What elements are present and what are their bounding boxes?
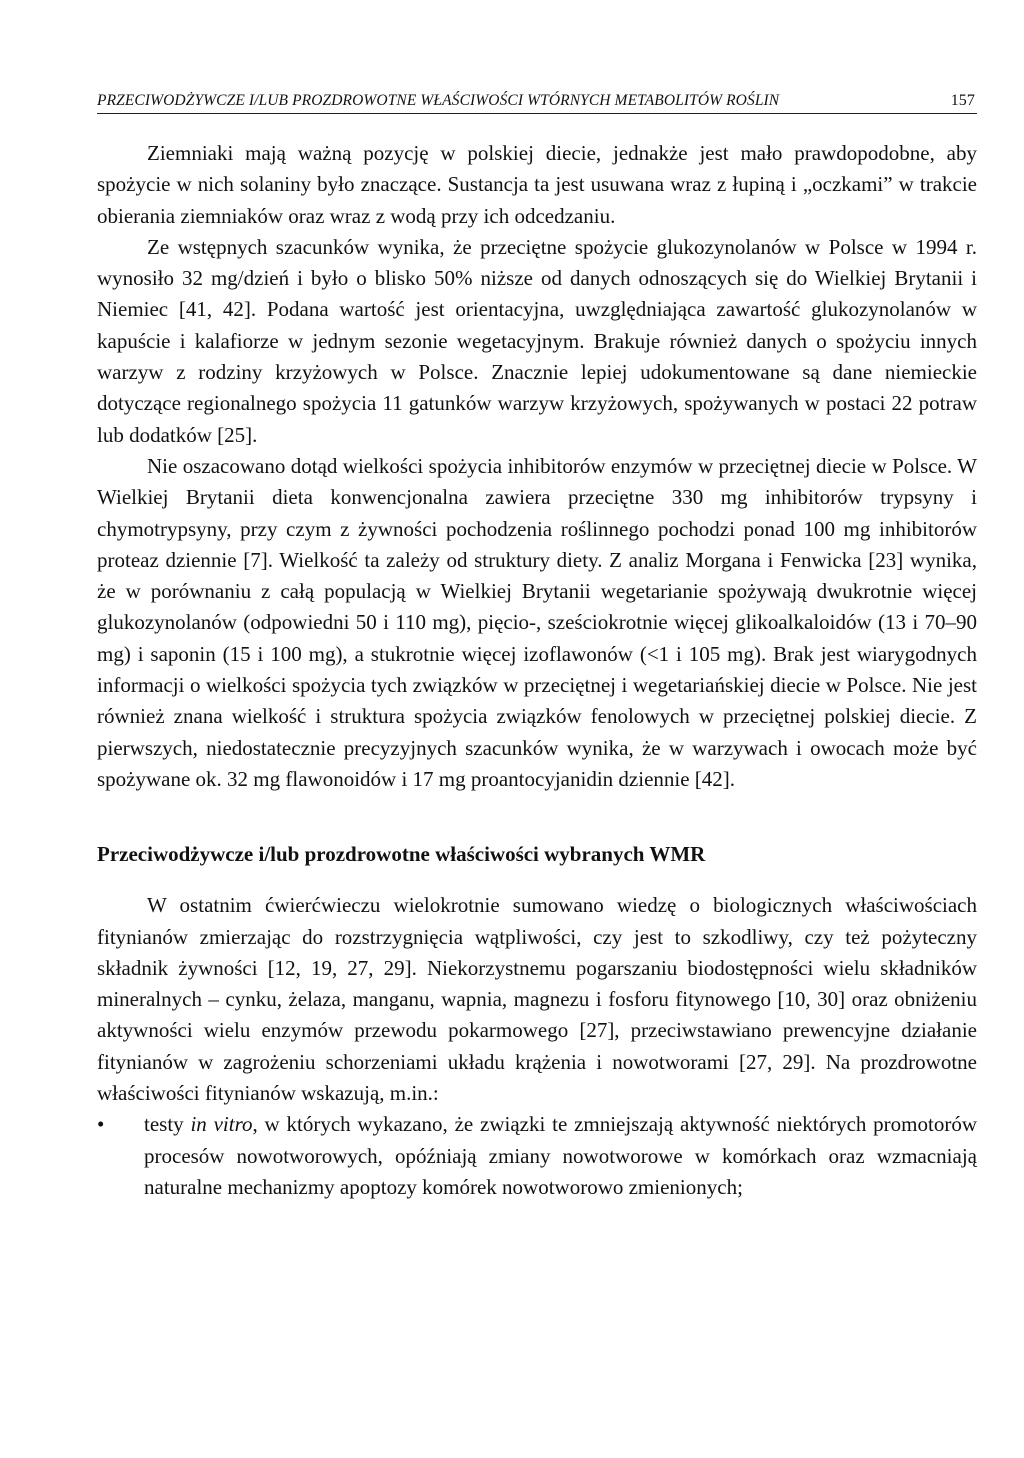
list-item [97,1109,977,1203]
bullet-symbol: • [97,1112,105,1137]
section-heading: Przeciwodżywcze i/lub prozdrowotne właściwości wybranych WMR [97,842,706,867]
bullet-list [97,1109,977,1203]
paragraph-potatoes: Ziemniaki mają ważną pozycję w polskiej diecie, jednakże jest mało prawdopodobne, aby spożycie w nich solaniny było znaczące. Sustancja ta jest usuwana wraz z łupiną i „oczkami” w trakcie obierania ziemniaków oraz wraz z wodą przy ich odcedzaniu. [97,141,977,228]
list-item-emphasis: in vitro [190,1112,253,1137]
paragraph-glucosinolates: Ze wstępnych szacunków wynika, że przeciętne spożycie glukozynolanów w Polsce w 1994 r. wynosiło 32 mg/dzień i było o blisko 50% niższe od danych odnoszących się do Wielkiej Brytanii i Niemiec [41, 42]. Podana wartość jest orientacyjna, uwzględniająca zawartość glukozynolanów w kapuście i kalafiorze w jednym sezonie wegetacyjnym. Brakuje również danych o spożyciu innych warzyw z rodziny krzyżowych w Polsce. Znacznie lepiej udokumentowane są dane niemieckie dotyczące regionalnego spożycia 11 gatunków warzyw krzyżowych, spożywanych w postaci 22 potraw lub dodatków [25]. [97,234,977,447]
running-title: PRZECIWODŻYWCZE I/LUB PROZDROWOTNE WŁAŚCIWOŚCI WTÓRNYCH METABOLITÓW ROŚLIN [97,92,780,109]
running-header [97,92,977,114]
page-number: 157 [950,92,975,109]
paragraph-phytates: W ostatnim ćwierćwieczu wielokrotnie sumowano wiedzę o biologicznych właściwościach fitynianów zmierzając do rozstrzygnięcia wątpliwości, czy jest to szkodliwy, czy też pożyteczny składnik żywności [12, 19, 27, 29]. Niekorzystnemu pogarszaniu biodostępności wielu składników mineralnych – cynku, żelaza, manganu, wapnia, magnezu i fosforu fitynowego [10, 30] oraz obniżeniu aktywności wielu enzymów przewodu pokarmowego [27], przeciwstawiano prewencyjne działanie fitynianów w zagrożeniu schorzeniami układu krążenia i nowotworami [27, 29]. Na prozdrowotne właściwości fitynianów wskazują, m.in.: [97,893,977,1106]
body-text [97,138,977,1203]
list-item-lead: testy [144,1112,191,1137]
paragraph-enzyme-inhibitors: Nie oszacowano dotąd wielkości spożycia inhibitorów enzymów w przeciętnej diecie w Polsce. W Wielkiej Brytanii dieta konwencjonalna zawiera przeciętne 330 mg inhibitorów trypsyny i chymotrypsyny, przy czym z żywności pochodzenia roślinnego pochodzi ponad 100 mg inhibitorów proteaz dziennie [7]. Wielkość ta zależy od struktury diety. Z analiz Morgana i Fenwicka [23] wynika, że w porównaniu z całą populacją w Wielkiej Brytanii wegetarianie spożywają dwukrotnie więcej glukozynolanów (odpowiedni 50 i 110 mg), pięcio-, sześciokrotnie więcej glikoalkaloidów (13 i 70–90 mg) i saponin (15 i 100 mg), a stukrotnie więcej izoflawonów (<1 i 105 mg). Brak jest wiarygodnych informacji o wielkości spożycia tych związków w przeciętnej i wegetariańskiej diecie w Polsce. Nie jest również znana wielkość i struktura spożycia związków fenolowych w przeciętnej polskiej diecie. Z pierwszych, niedostatecznie precyzyjnych szacunków wynika, że w warzywach i owocach może być spożywane ok. 32 mg flawonoidów i 17 mg proantocyjanidin dziennie [42]. [97,453,977,791]
list-item-text: , w których wykazano, że związki te zmniejszają aktywność niektórych promotorów procesów nowotworowych, opóźniają zmiany nowotworowe w komórkach oraz wzmacniają naturalne mechanizmy apoptozy komórek nowotworowo zmienionych; [144,1112,978,1199]
document-page [97,92,977,1203]
